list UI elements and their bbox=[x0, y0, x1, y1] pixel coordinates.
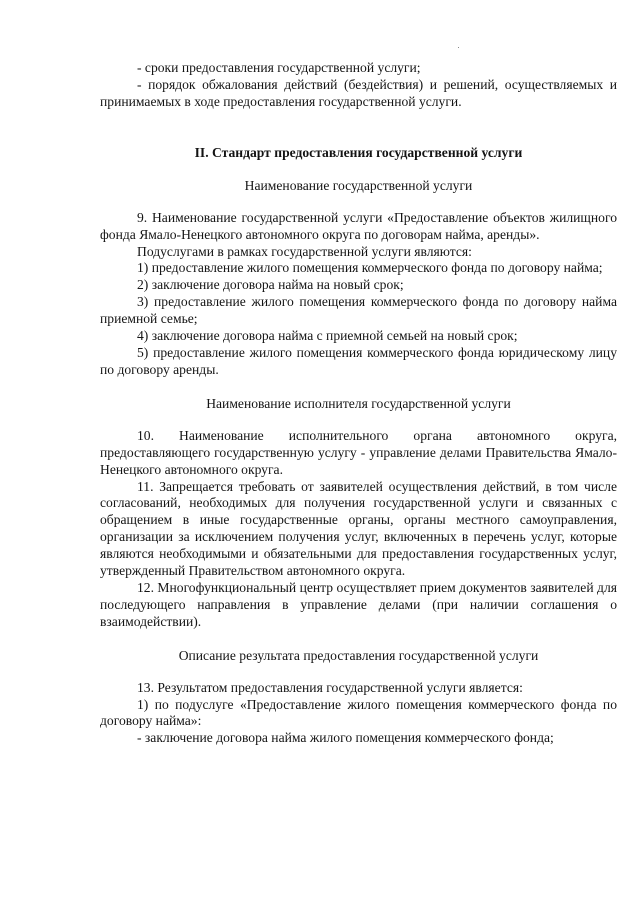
paragraph-12: 12. Многофункциональный центр осуществляет прием документов заявителей для последующего направления в управление делами (при наличии соглашения о взаимодействии). bbox=[100, 579, 617, 629]
document-page bbox=[100, 60, 617, 747]
paragraph-11: 11. Запрещается требовать от заявителей осуществления действий, в том числе согласований, необходимых для получения государственной услуги и связанных с обращением в иные государственные органы, органы местного самоуправления, организации за исключением получения услуг, включенных в перечень услуг, которые являются необходимыми и обязательными для предоставления государственных услуг, утвержденный Правительством автономного округа. bbox=[100, 478, 617, 579]
paragraph-10: 10. Наименование исполнительного органа автономного округа, предоставляющего государственную услугу - управление делами Правительства Ямало-Ненецкого автономного округа. bbox=[100, 427, 617, 477]
paragraph-9-intro: Подуслугами в рамках государственной услуги являются: bbox=[137, 243, 472, 259]
scan-speck bbox=[458, 47, 459, 48]
subsection-title-executor: Наименование исполнителя государственной услуги bbox=[206, 395, 511, 411]
paragraph-13-item-1: 1) по подуслуге «Предоставление жилого помещения коммерческого фонда по договору найма»: bbox=[100, 696, 617, 729]
paragraph-9-item-5: 5) предоставление жилого помещения коммерческого фонда юридическому лицу по договору аренды. bbox=[100, 344, 617, 377]
paragraph-13-item-2: - заключение договора найма жилого помещения коммерческого фонда; bbox=[137, 730, 554, 746]
list-item-appeal-procedure: - порядок обжалования действий (бездействия) и решений, осуществляемых и принимаемых в ходе предоставления государственной услуги. bbox=[100, 76, 617, 109]
paragraph-9-item-4: 4) заключение договора найма с приемной семьей на новый срок; bbox=[137, 328, 518, 344]
paragraph-9: 9. Наименование государственной услуги «Предоставление объектов жилищного фонда Ямало-Ненецкого автономного округа по договорам найма, аренды». bbox=[100, 209, 617, 242]
subsection-title-service-name: Наименование государственной услуги bbox=[244, 177, 473, 193]
paragraph-13: 13. Результатом предоставления государственной услуги является: bbox=[137, 679, 523, 695]
paragraph-9-item-1: 1) предоставление жилого помещения коммерческого фонда по договору найма; bbox=[137, 260, 603, 276]
paragraph-9-item-3: 3) предоставление жилого помещения коммерческого фонда по договору найма приемной семье; bbox=[100, 294, 617, 327]
section-title: II. Стандарт предоставления государственной услуги bbox=[194, 144, 523, 160]
subsection-title-result: Описание результата предоставления государственной услуги bbox=[178, 647, 539, 663]
paragraph-9-item-2: 2) заключение договора найма на новый срок; bbox=[137, 277, 404, 293]
list-item-deadlines: - сроки предоставления государственной услуги; bbox=[137, 60, 421, 75]
